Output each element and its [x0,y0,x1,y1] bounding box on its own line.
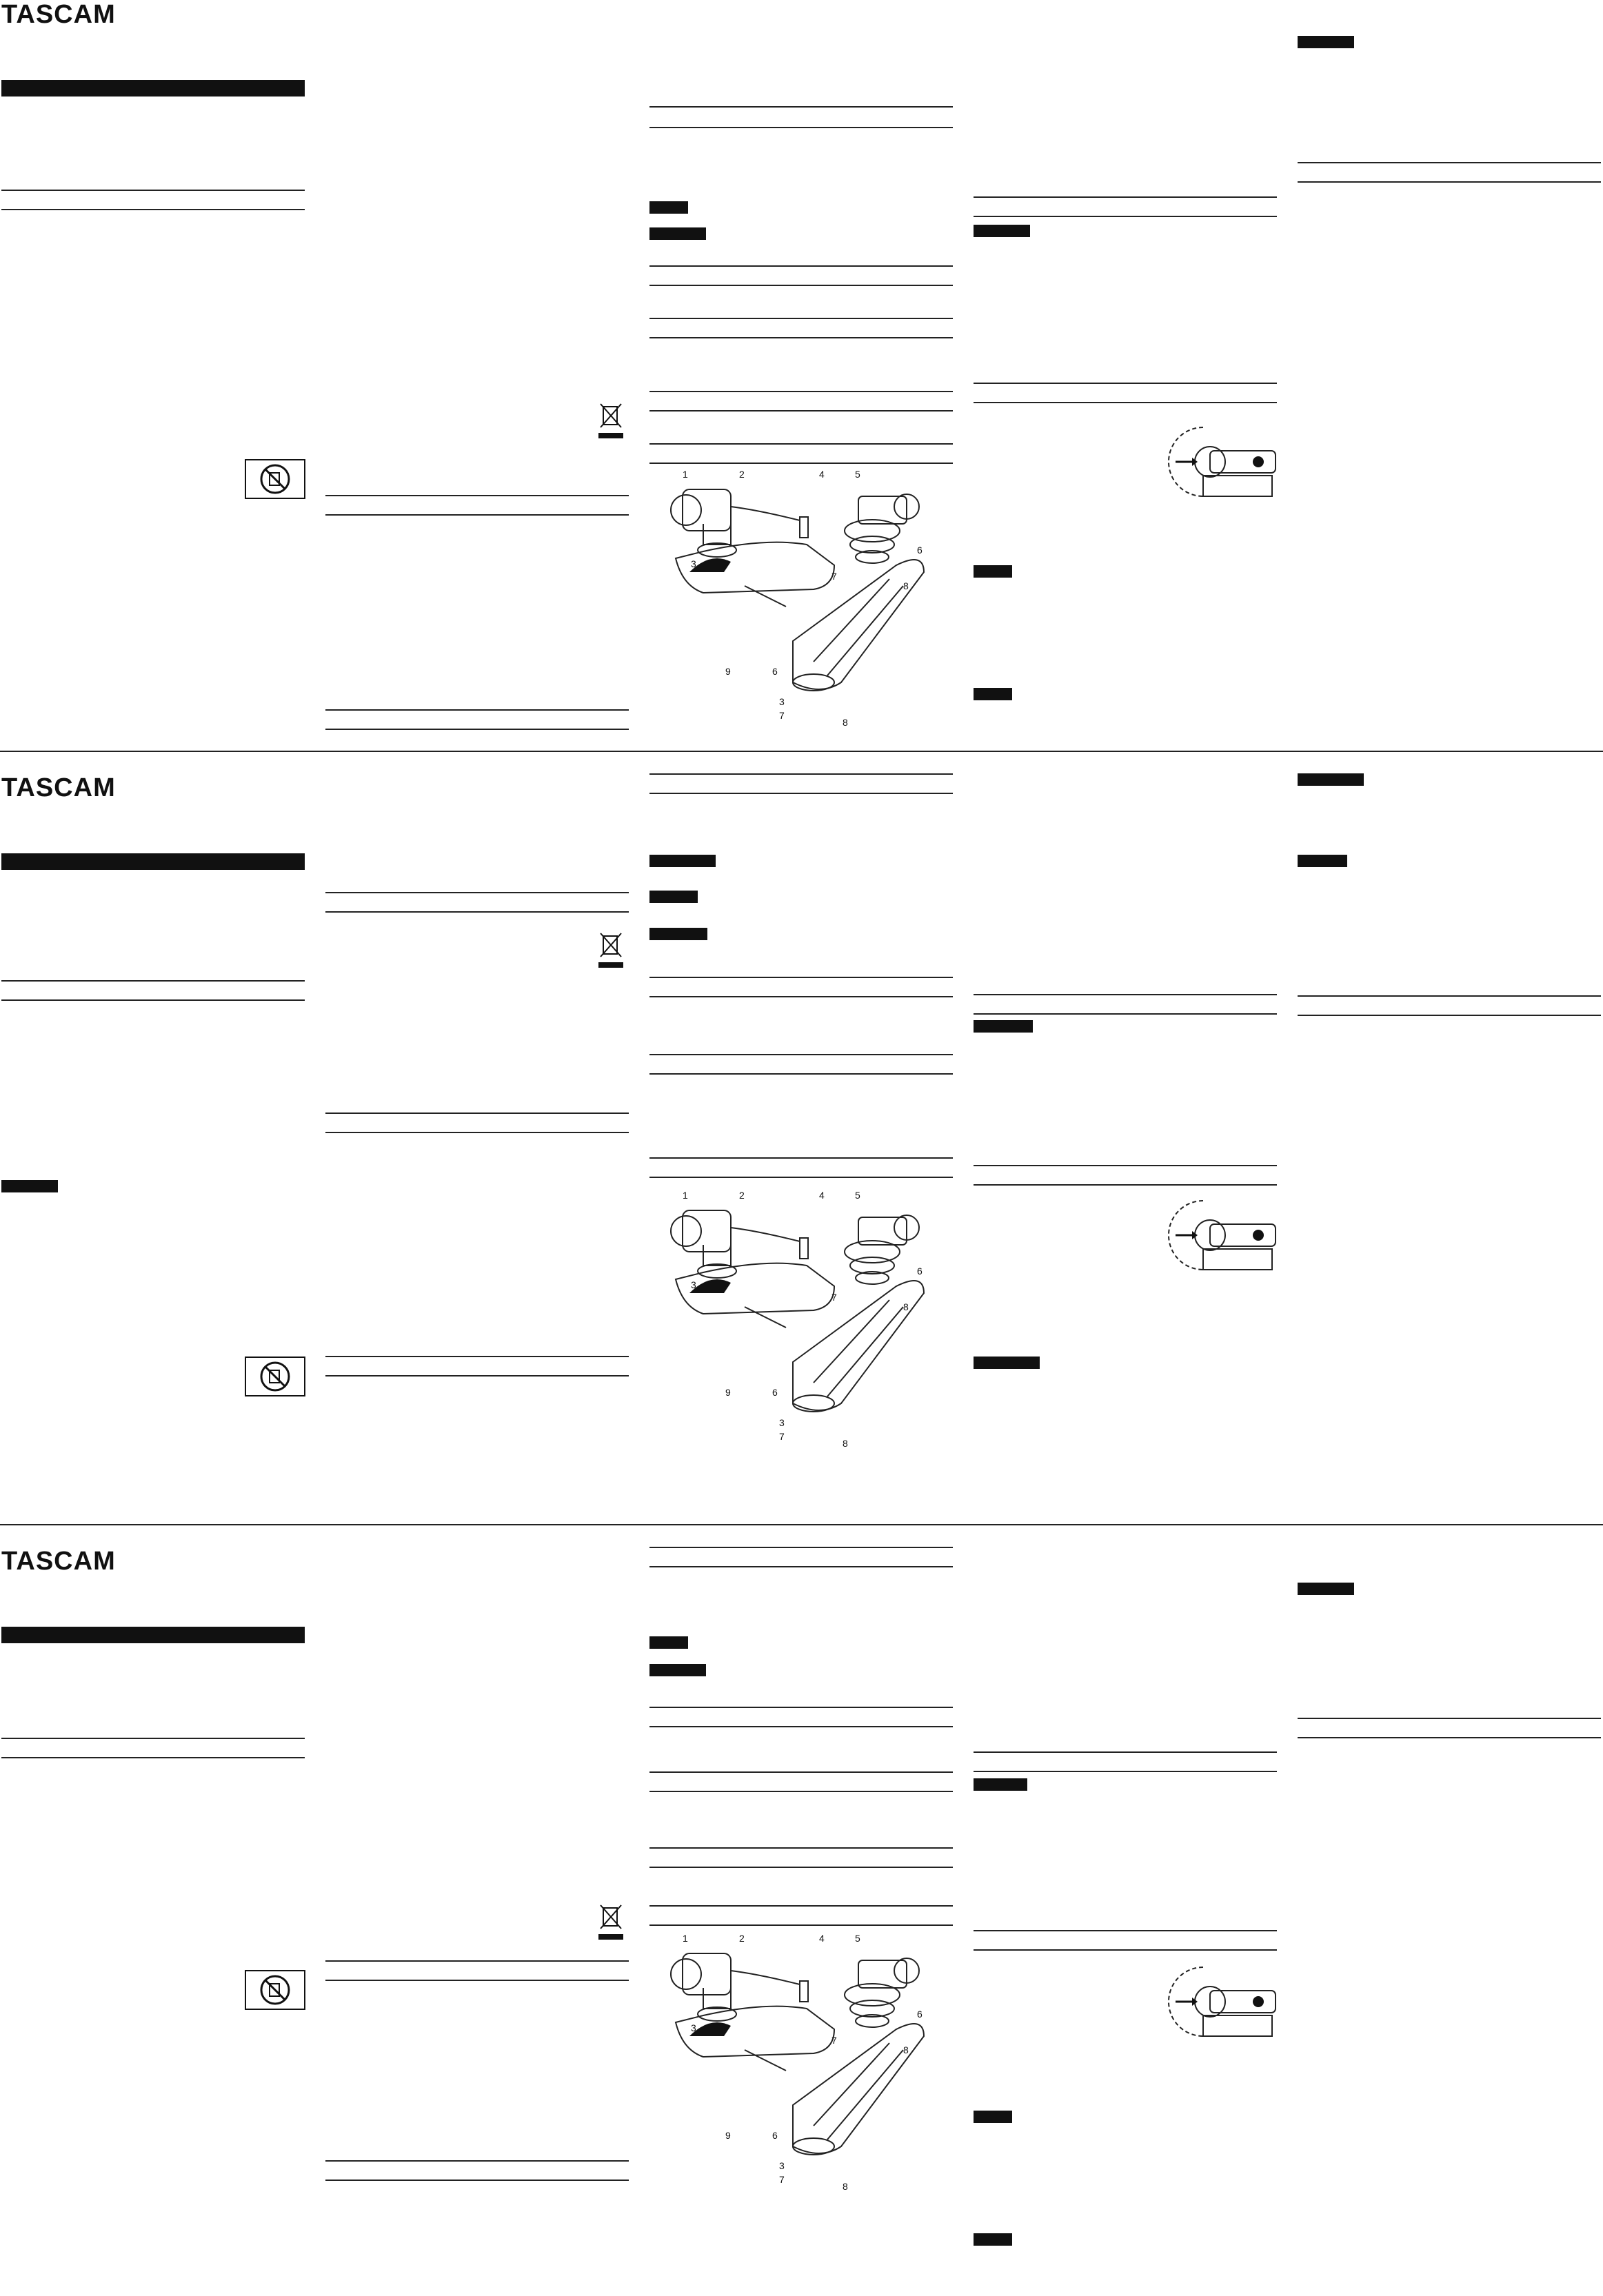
callout-8b: 8 [843,1438,848,1449]
rule [325,1375,629,1376]
label-box [974,225,1030,237]
tascam-logo: TASCAM [1,1547,116,1576]
rule [649,318,953,319]
rule [649,285,953,286]
product-assembly-figure [662,1933,951,2208]
label-box [974,688,1012,700]
rule [974,216,1277,217]
label-box [974,2233,1012,2246]
rule [325,1113,629,1114]
rule [1,209,305,210]
callout-6: 6 [917,2009,923,2020]
rule [649,391,953,392]
product-assembly-figure [662,469,951,744]
rule [649,1847,953,1849]
weee-bin-icon [597,1901,625,1941]
rule [974,383,1277,384]
rule [649,1726,953,1727]
rule [1298,181,1601,183]
band-divider [0,751,1603,752]
label-box [649,1664,706,1676]
callout-8b: 8 [843,2181,848,2192]
rule [649,977,953,978]
label-box [974,565,1012,578]
rule [1,190,305,191]
rule [325,2180,629,2181]
title-bar [1,1627,305,1643]
callout-7b: 7 [779,710,785,721]
no-disposal-icon [245,1357,305,1396]
product-assembly-figure [662,1190,951,1465]
callout-4: 4 [819,1190,825,1201]
tascam-logo: TASCAM [1,773,116,802]
callout-3: 3 [691,2022,696,2033]
rotation-diagram-icon [1162,1960,1282,2043]
rule [649,1177,953,1178]
manual-band-1 [0,0,1603,749]
title-bar [1,80,305,96]
rule [1298,1015,1601,1016]
rule [649,1157,953,1159]
rule [974,1771,1277,1772]
rule [974,1184,1277,1186]
label-box [649,227,706,240]
rule [325,892,629,893]
rule [325,1132,629,1133]
rule [1,980,305,982]
rule [649,1905,953,1907]
label-box [1298,1583,1354,1595]
rule [649,996,953,997]
rule [1298,995,1601,997]
rule [649,337,953,338]
callout-3b: 3 [779,696,785,707]
rule [649,1054,953,1055]
label-box [1298,855,1347,867]
callout-3: 3 [691,1279,696,1290]
rule [649,127,953,128]
callout-2: 2 [739,1933,745,1944]
weee-bin-icon [597,929,625,969]
callout-7b: 7 [779,2174,785,2185]
callout-8: 8 [903,580,909,591]
rotation-diagram-icon [1162,1194,1282,1277]
rule [974,1013,1277,1015]
rule [974,1949,1277,1951]
callout-6b: 6 [772,2130,778,2141]
title-bar [1,853,305,870]
rule [649,443,953,445]
callout-7: 7 [831,571,837,582]
callout-4: 4 [819,1933,825,1944]
manual-band-3 [0,1547,1603,2296]
label-box [649,1636,688,1649]
rule [649,1073,953,1075]
rule [325,709,629,711]
callout-3: 3 [691,558,696,569]
callout-4: 4 [819,469,825,480]
callout-1: 1 [683,469,688,480]
rule [325,1980,629,1981]
no-disposal-icon [245,1970,305,2010]
rule [649,1791,953,1792]
rule [325,2160,629,2162]
callout-5: 5 [855,469,860,480]
rule [974,1165,1277,1166]
rule [325,729,629,730]
label-box [649,855,716,867]
manual-band-2 [0,773,1603,1523]
rule [649,1771,953,1773]
label-box [649,201,688,214]
band-divider [0,1524,1603,1525]
label-box [974,2111,1012,2123]
weee-bin-icon [597,400,625,440]
rule [649,463,953,464]
rule [1298,1737,1601,1738]
callout-9: 9 [725,1387,731,1398]
rule [325,495,629,496]
rule [325,1960,629,1962]
rule [325,1356,629,1357]
rule [974,1930,1277,1931]
rule [649,1566,953,1567]
rule [974,1751,1277,1753]
callout-3b: 3 [779,1417,785,1428]
label-box [1,1180,58,1192]
rule [649,265,953,267]
tascam-logo: TASCAM [1,0,116,29]
callout-5: 5 [855,1933,860,1944]
label-box [974,1778,1027,1791]
rule [649,1707,953,1708]
callout-6b: 6 [772,1387,778,1398]
callout-9: 9 [725,666,731,677]
rule [649,410,953,412]
callout-6b: 6 [772,666,778,677]
rule [1,1757,305,1758]
callout-1: 1 [683,1190,688,1201]
callout-2: 2 [739,1190,745,1201]
rule [1298,162,1601,163]
rule [974,402,1277,403]
callout-6: 6 [917,1266,923,1277]
rule [649,793,953,794]
callout-8: 8 [903,2044,909,2055]
label-box [974,1020,1033,1033]
label-box [1298,773,1364,786]
callout-7: 7 [831,2035,837,2046]
callout-5: 5 [855,1190,860,1201]
rule [325,911,629,913]
label-box [1298,36,1354,48]
rule [974,994,1277,995]
rule [649,1547,953,1548]
callout-2: 2 [739,469,745,480]
callout-8b: 8 [843,717,848,728]
rule [649,1924,953,1926]
callout-8: 8 [903,1301,909,1312]
callout-9: 9 [725,2130,731,2141]
callout-6: 6 [917,545,923,556]
label-box [649,891,698,903]
rule [325,514,629,516]
rule [1298,1718,1601,1719]
rule [1,999,305,1001]
rule [649,106,953,108]
callout-3b: 3 [779,2160,785,2171]
label-box [974,1357,1040,1369]
rotation-diagram-icon [1162,420,1282,503]
rule [649,1867,953,1868]
callout-7: 7 [831,1292,837,1303]
rule [1,1738,305,1739]
callout-7b: 7 [779,1431,785,1442]
rule [649,773,953,775]
rule [974,196,1277,198]
callout-1: 1 [683,1933,688,1944]
label-box [649,928,707,940]
no-disposal-icon [245,459,305,499]
